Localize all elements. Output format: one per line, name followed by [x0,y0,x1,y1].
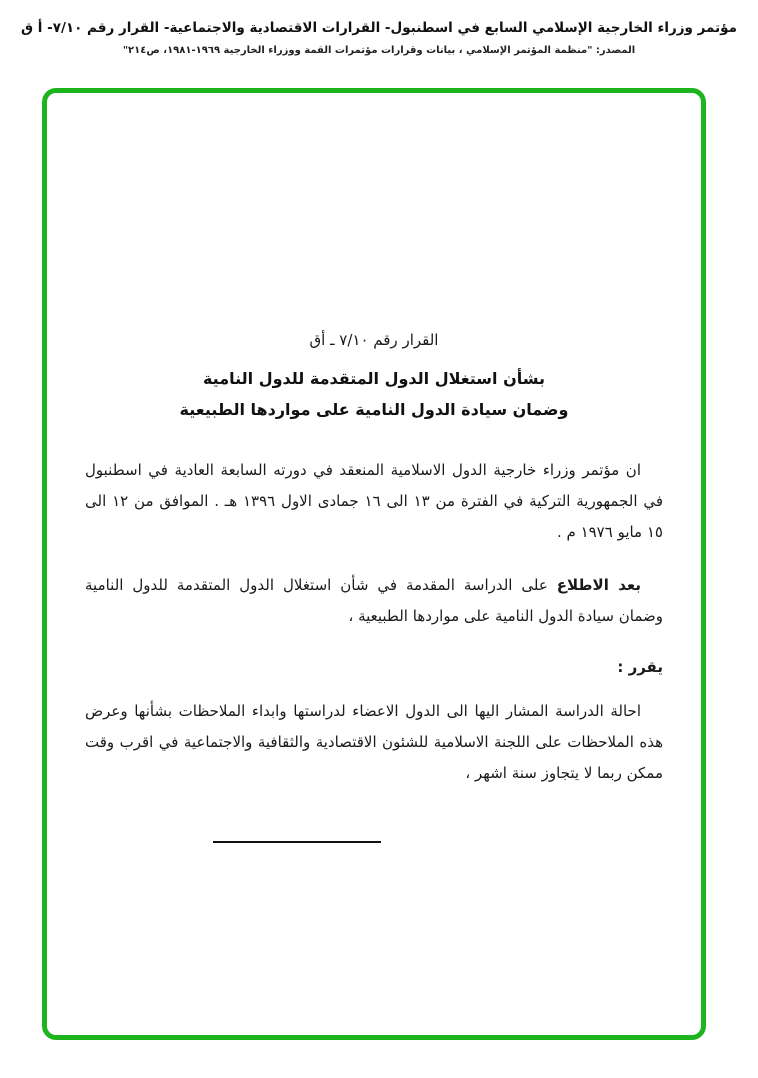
paragraph-review [85,570,663,632]
paragraph-review-rest: على الدراسة المقدمة في شأن استغلال الدول المتقدمة للدول النامية وضمان سيادة الدول النامية على مواردها الطبيعية ، [85,576,663,625]
decree-label: يقرر : [617,658,663,676]
header-source: المصدر: "منظمة المؤتمر الإسلامي ، بيانات وقرارات مؤتمرات القمة ووزراء الخارجية ١٩٦٩-١٩٨١، ص٢١٤" [122,45,636,56]
paragraph-preamble: ان مؤتمر وزراء خارجية الدول الاسلامية المنعقد في دورته السابعة العادية في اسطنبول في الجمهورية التركية في الفترة من ١٣ الى ١٦ جمادى الاول ١٣٩٦ هـ . الموافق من ١٢ الى ١٥ مايو ١٩٧٦ م . [85,461,663,541]
decision-number: القرار رقم ٧/١٠ ـ أق [309,331,439,349]
document-header [0,0,758,56]
end-divider [213,841,381,843]
decision-subject-line2: وضمان سيادة الدول النامية على مواردها الطبيعية [179,400,569,419]
decision-subject-line1: بشأن استغلال الدول المتقدمة للدول النامية [202,369,546,388]
paragraph-review-lead: بعد الاطلاع [556,576,641,594]
paragraph-resolution: احالة الدراسة المشار اليها الى الدول الاعضاء لدراستها وابداء الملاحظات بشأنها وعرض هذه الملاحظات على اللجنة الاسلامية للشئون الاقتصادية والثقافية والاجتماعية في اقرب وقت ممكن ربما لا يتجاوز سنة اشهر ، [85,702,663,782]
document-border-frame [42,88,706,1040]
header-title: مؤتمر وزراء الخارجية الإسلامي السابع في اسطنبول- القرارات الاقتصادية والاجتماعية- القرار رقم ٧/١٠- أ ق [21,20,737,36]
document-body [85,331,663,843]
